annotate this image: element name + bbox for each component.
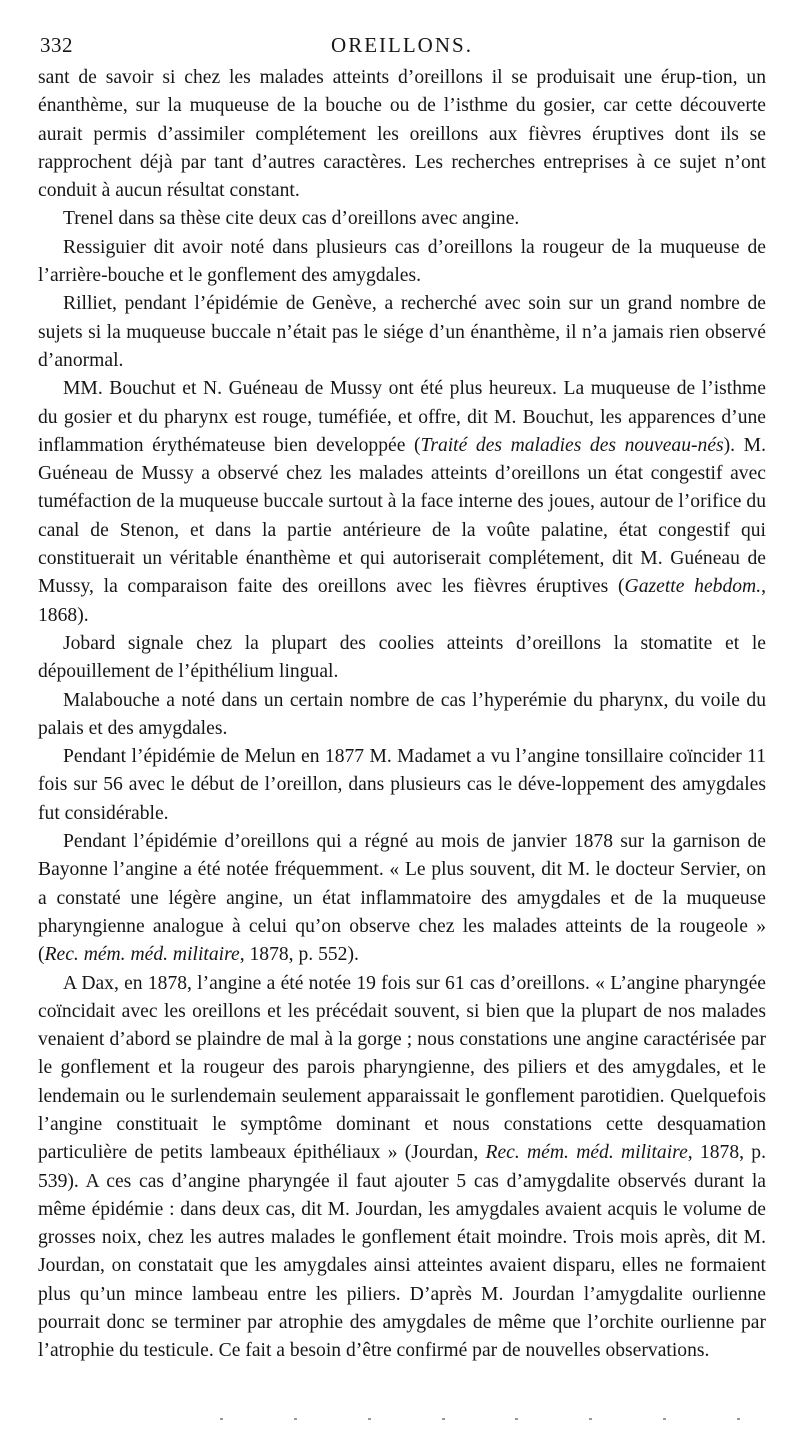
citation-title: Rec. mém. méd. militaire xyxy=(485,1142,688,1164)
text-segment: MM. Bouchut et N. Guéneau de Mussy ont été plus heureux. La muqueuse de l’isthme du gosier et du pharynx est rouge, tuméfiée, et offre, dit M. Bouchut, les apparences d’une inflammation érythémateuse bien developpée ( xyxy=(38,378,766,456)
text-segment: Jobard signale chez la plupart des coolies atteints d’oreillons la stomatite et le dépouillement de l’épithélium lingual. xyxy=(38,632,766,683)
print-mark xyxy=(589,1418,592,1420)
paragraph xyxy=(38,205,766,233)
print-mark xyxy=(663,1418,666,1420)
citation-title: Gazette hebdom. xyxy=(624,576,762,598)
print-mark xyxy=(442,1418,445,1420)
paragraph xyxy=(38,743,766,828)
citation-title: Traité des maladies des nouveau-nés xyxy=(420,434,724,456)
paragraph xyxy=(38,375,766,630)
text-segment: A Dax, en 1878, l’angine a été notée 19 fois sur 61 cas d’oreillons. « L’angine pharyngée coïncidait avec les oreillons et les précédait souvent, si bien que la plupart de nos malades venaient d’abord se plaindre de mal à la gorge ; nous constations une angine caractérisée par le gonflement et la rougeur des parois pharyngienne, des piliers et des amygdales, et le lendemain ou le surlendemain seulement apparaissait le gonflement parotidien. Quelquefois l’angine constituait le symptôme dominant et nous constations cette desquamation particulière de petits lambeaux épithéliaux » (Jourdan, xyxy=(38,972,766,1164)
text-segment: Rilliet, pendant l’épidémie de Genève, a recherché avec soin sur un grand nombre de sujets si la muqueuse buccale n’était pas le siége d’un énanthème, il n’a jamais rien observé d’anormal. xyxy=(38,293,766,371)
text-segment: ). M. Guéneau de Mussy a observé chez les malades atteints d’oreillons un état congestif avec tuméfaction de la muqueuse buccale surtout à la face interne des joues, autour de l’orifice du canal de Stenon, et dans la partie antérieure de la voûte palatine, état congestif qui constituerait un véritable énanthème et qui autoriserait complétement, dit M. Guéneau de Mussy, la comparaison faite des oreillons avec les fièvres éruptives ( xyxy=(38,434,766,598)
paragraph xyxy=(38,828,766,969)
text-segment: , 1878, p. 552). xyxy=(239,944,359,966)
paragraph xyxy=(38,630,766,687)
paragraph xyxy=(38,687,766,744)
text-segment: Trenel dans sa thèse cite deux cas d’oreillons avec angine. xyxy=(63,208,520,230)
running-title: OREILLONS. xyxy=(331,33,473,57)
paragraph xyxy=(38,290,766,375)
running-header xyxy=(38,30,766,64)
text-segment: Pendant l’épidémie de Melun en 1877 M. Madamet a vu l’angine tonsillaire coïncider 11 fois sur 56 avec le début de l’oreillon, dans plusieurs cas le déve-loppement des amygdales fut considérable. xyxy=(38,746,766,824)
print-mark xyxy=(737,1418,740,1420)
print-mark xyxy=(368,1418,371,1420)
text-segment: , 1878, p. 539). A ces cas d’angine pharyngée il faut ajouter 5 cas d’amygdalite observés durant la même épidémie : dans deux cas, dit M. Jourdan, les amygdales avaient acquis le volume de grosses noix, chez les autres malades le gonflement était moindre. Trois mois après, dit M. Jourdan, on constatait que les amygdales ainsi atteintes avaient disparu, elles ne formaient plus qu’un mince lambeau entre les piliers. D’après M. Jourdan l’amygdalite ourlienne pourrait donc se terminer par atrophie des amygdales de même que l’orchite ourlienne par l’atrophie du testicule. Ce fait a besoin d’être confirmé par de nouvelles observations. xyxy=(38,1142,766,1362)
text-segment: Ressiguier dit avoir noté dans plusieurs cas d’oreillons la rougeur de la muqueuse de l’arrière-bouche et le gonflement des amygdales. xyxy=(38,236,766,287)
paragraph xyxy=(38,234,766,291)
text-segment: sant de savoir si chez les malades atteints d’oreillons il se produisait une érup-tion, un énanthème, sur la muqueuse de la bouche ou de l’isthme du gosier, car cette découverte aurait permis d’assimiler complétement les oreillons aux fièvres éruptives dont ils se rapprochent déjà par tant d’autres caractères. Les recherches entreprises à ce sujet n’ont conduit à aucun résultat constant. xyxy=(38,67,766,202)
text-segment: , 1868). xyxy=(38,576,766,626)
body-text xyxy=(38,64,766,1366)
paragraph xyxy=(38,64,766,205)
page-bottom-marks xyxy=(220,1418,740,1420)
print-mark xyxy=(220,1418,223,1420)
print-mark xyxy=(515,1418,518,1420)
text-segment: Pendant l’épidémie d’oreillons qui a régné au mois de janvier 1878 sur la garnison de Bayonne l’angine a été notée fréquemment. « Le plus souvent, dit M. le docteur Servier, on a constaté une légère angine, un état inflammatoire des amygdales et de la muqueuse pharyngienne analogue à celui qu’on observe chez les malades atteints de la rougeole » ( xyxy=(38,831,766,966)
print-mark xyxy=(294,1418,297,1420)
citation-title: Rec. mém. méd. militaire xyxy=(44,944,240,966)
paragraph xyxy=(38,970,766,1366)
page-number: 332 xyxy=(40,33,73,57)
text-segment: Malabouche a noté dans un certain nombre de cas l’hyperémie du pharynx, du voile du palais et des amygdales. xyxy=(38,689,766,739)
